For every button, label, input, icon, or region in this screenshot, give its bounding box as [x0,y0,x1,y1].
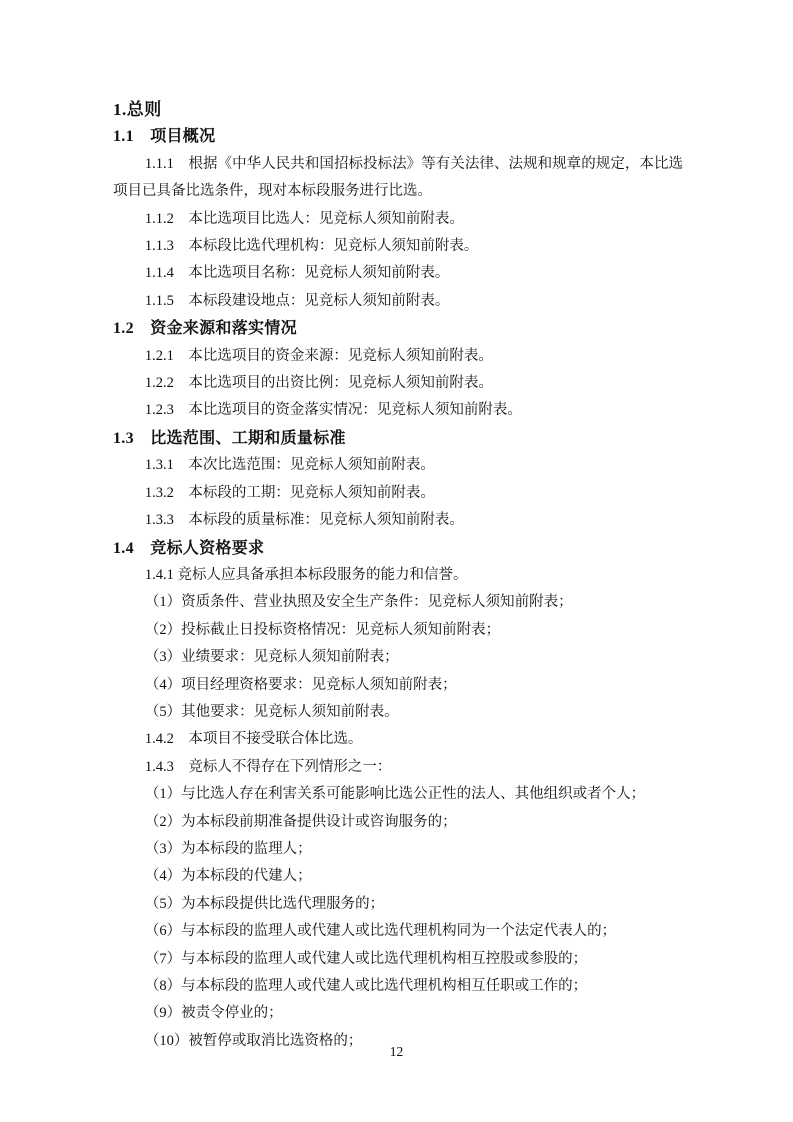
heading-level-2: 1.1 项目概况 [113,128,216,146]
paragraph: 1.1.3 本标段比选代理机构：见竞标人须知前附表。 [144,238,479,255]
paragraph: （5）为本标段提供比选代理服务的； [144,895,385,912]
paragraph: （10）被暂停或取消比选资格的； [144,1032,363,1049]
heading-level-1: 1.总则 [113,100,162,119]
paragraph: （7）与本标段的监理人或代建人或比选代理机构相互控股或参股的； [144,950,588,967]
paragraph: （4）为本标段的代建人； [144,868,312,885]
paragraph: 1.1.1 根据《中华人民共和国招标投标法》等有关法律、法规和规章的规定，本比选项目已具备比选条件，现对本标段服务进行比选。 [113,155,683,200]
paragraph: 1.4.3 竞标人不得存在下列情形之一： [144,758,392,775]
paragraph: （3）为本标段的监理人； [144,840,312,857]
paragraph: （8）与本标段的监理人或代建人或比选代理机构相互任职或工作的； [144,978,588,994]
heading-level-2: 1.4 竞标人资格要求 [113,539,265,557]
paragraph: （9）被责令停业的； [144,1005,283,1022]
paragraph: （3）业绩要求：见竞标人须知前附表； [144,649,399,666]
paragraph: 1.3.2 本标段的工期：见竞标人须知前附表。 [144,484,435,501]
paragraph: 1.1.4 本比选项目名称：见竞标人须知前附表。 [144,265,450,282]
paragraph: 1.2.2 本比选项目的出资比例：见竞标人须知前附表。 [144,375,493,392]
paragraph: 1.2.3 本比选项目的资金落实情况：见竞标人须知前附表。 [144,402,522,419]
page-number: 12 [389,1044,404,1059]
paragraph: 1.4.1 竞标人应具备承担本标段服务的能力和信誉。 [144,566,468,583]
paragraph: （4）项目经理资格要求：见竞标人须知前附表； [144,676,457,693]
paragraph: （6）与本标段的监理人或代建人或比选代理机构同为一个法定代表人的； [144,923,617,940]
paragraph: （1）资质条件、营业执照及安全生产条件：见竞标人须知前附表； [144,594,573,611]
paragraph: 1.3.3 本标段的质量标准：见竞标人须知前附表。 [144,512,464,529]
paragraph: 1.2.1 本比选项目的资金来源：见竞标人须知前附表。 [144,347,493,364]
heading-level-2: 1.3 比选范围、工期和质量标准 [113,429,346,447]
paragraph: （2）为本标段前期准备提供设计或咨询服务的； [144,813,457,830]
heading-level-2: 1.2 资金来源和落实情况 [113,320,297,338]
paragraph: 1.4.2 本项目不接受联合体比选。 [144,731,363,748]
paragraph: （2）投标截止日投标资格情况：见竞标人须知前附表； [144,621,501,638]
paragraph: （1）与比选人存在利害关系可能影响比选公正性的法人、其他组织或者个人； [144,786,646,803]
paragraph: 1.1.2 本比选项目比选人：见竞标人须知前附表。 [144,210,464,227]
paragraph: 1.1.5 本标段建设地点：见竞标人须知前附表。 [144,292,450,309]
page-footer [0,1043,793,1061]
paragraph: 1.3.1 本次比选范围：见竞标人须知前附表。 [144,457,435,474]
paragraph: （5）其他要求：见竞标人须知前附表。 [144,703,399,720]
